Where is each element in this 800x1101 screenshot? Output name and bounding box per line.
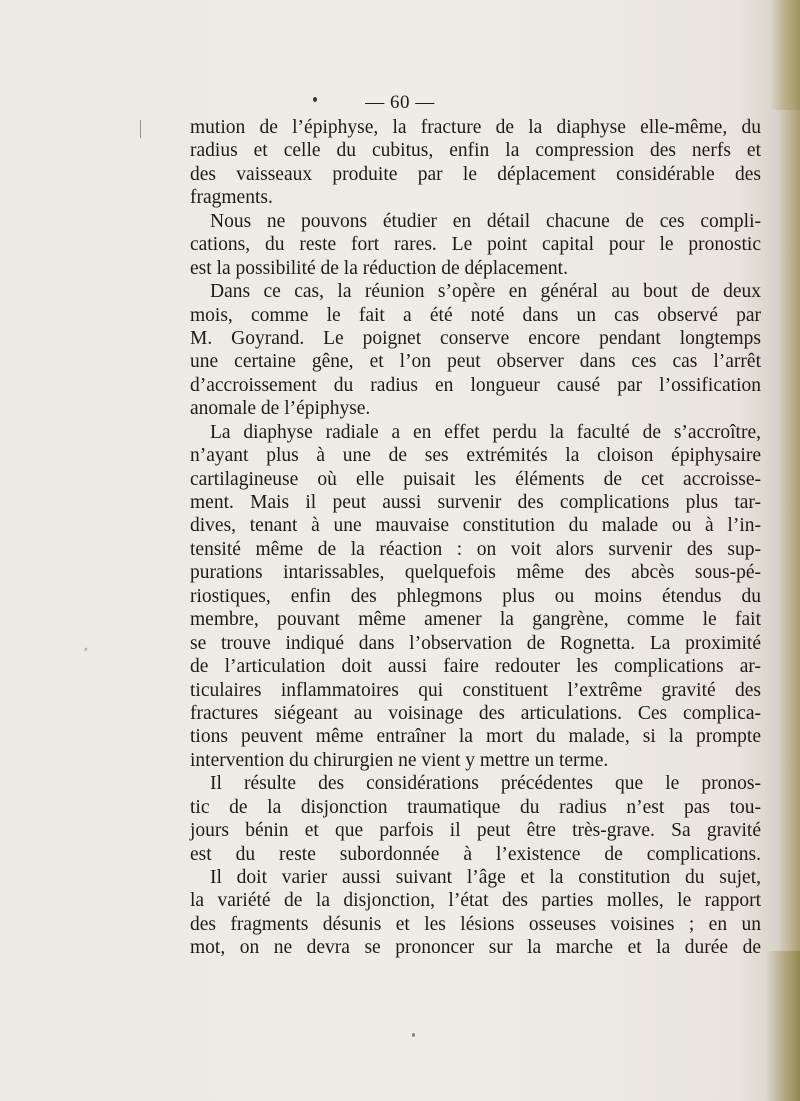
text-line: est la possibilité de la réduction de déplacement. — [190, 257, 568, 279]
text-line: tensité même de la réaction : on voit alors survenir des sup- — [190, 538, 761, 560]
text-line: une certaine gêne, et l’on peut observer dans ces cas l’arrêt — [190, 351, 761, 373]
text-line: Nous ne pouvons étudier en détail chacune de ces compli- — [210, 210, 761, 232]
text-line: Dans ce cas, la réunion s’opère en général au bout de deux — [210, 281, 761, 303]
text-line: membre, pouvant même amener la gangrène, comme le fait — [190, 609, 761, 631]
text-line: radius et celle du cubitus, enfin la compression des nerfs et — [190, 140, 761, 162]
text-line: fractures siégeant au voisinage des articulations. Ces complica- — [190, 702, 761, 724]
text-line: M. Goyrand. Le poignet conserve encore pendant longtemps — [190, 327, 761, 349]
text-line: ment. Mais il peut aussi survenir des complications plus tar- — [190, 492, 761, 513]
text-line: intervention du chirurgien ne vient y mettre un terme. — [190, 749, 609, 771]
text-line: n’ayant plus à une de ses extrémités la cloison épiphysaire — [190, 445, 761, 467]
text-line: se trouve indiqué dans l’observation de Rognetta. La proximité — [190, 632, 761, 654]
ink-speck — [412, 1033, 415, 1037]
text-line: est du reste subordonnée à l’existence de complications. — [190, 843, 761, 865]
text-line: anomale de l’épiphyse. — [190, 398, 371, 420]
margin-scribble: ⸗ — [84, 643, 88, 655]
text-line: des vaisseaux produite par le déplacement considérable des — [190, 163, 761, 185]
text-line: fragments. — [190, 187, 273, 209]
text-line: purations intarissables, quelquefois même des abcès sous-pé- — [190, 562, 761, 584]
text-line: mois, comme le fait a été noté dans un cas observé par — [190, 304, 761, 326]
text-line: la variété de la disjonction, l’état des parties molles, le rapport — [190, 890, 761, 912]
text-line: tions peuvent même entraîner la mort du malade, si la prompte — [190, 726, 761, 748]
text-line: mot, on ne devra se prononcer sur la marche et la durée de — [190, 937, 761, 959]
text-line: cartilagineuse où elle puisait les éléments de cet accroisse- — [190, 468, 761, 490]
text-line: La diaphyse radiale a en effet perdu la faculté de s’accroître, — [210, 421, 761, 443]
text-line: de l’articulation doit aussi faire redouter les complications ar- — [190, 656, 761, 678]
text-line: ticulaires inflammatoires qui constituent l’extrême gravité des — [190, 679, 761, 701]
text-line: mution de l’épiphyse, la fracture de la diaphyse elle-même, du — [190, 117, 761, 138]
page-number: — 60 — — [365, 92, 435, 113]
text-line: Il résulte des considérations précédentes que le pronos- — [210, 773, 761, 795]
page-edge-stain-bottom — [766, 951, 800, 1101]
text-line: cations, du reste fort rares. Le point capital pour le pronostic — [190, 234, 761, 256]
text-line: tic de la disjonction traumatique du radius n’est pas tou- — [190, 796, 761, 818]
text-line: riostiques, enfin des phlegmons plus ou moins étendus du — [190, 585, 761, 607]
text-line: Il doit varier aussi suivant l’âge et la constitution du sujet, — [210, 867, 761, 888]
text-line: d’accroissement du radius en longueur causé par l’ossification — [190, 374, 761, 396]
margin-mark — [140, 120, 141, 138]
text-line: jours bénin et que parfois il peut être très-grave. Sa gravité — [190, 820, 761, 842]
text-line: des fragments désunis et les lésions osseuses voisines ; en un — [190, 913, 761, 935]
text-line: dives, tenant à une mauvaise constitution du malade ou à l’in- — [190, 515, 761, 537]
page-edge-stain — [778, 0, 800, 1101]
body-text — [190, 116, 761, 960]
